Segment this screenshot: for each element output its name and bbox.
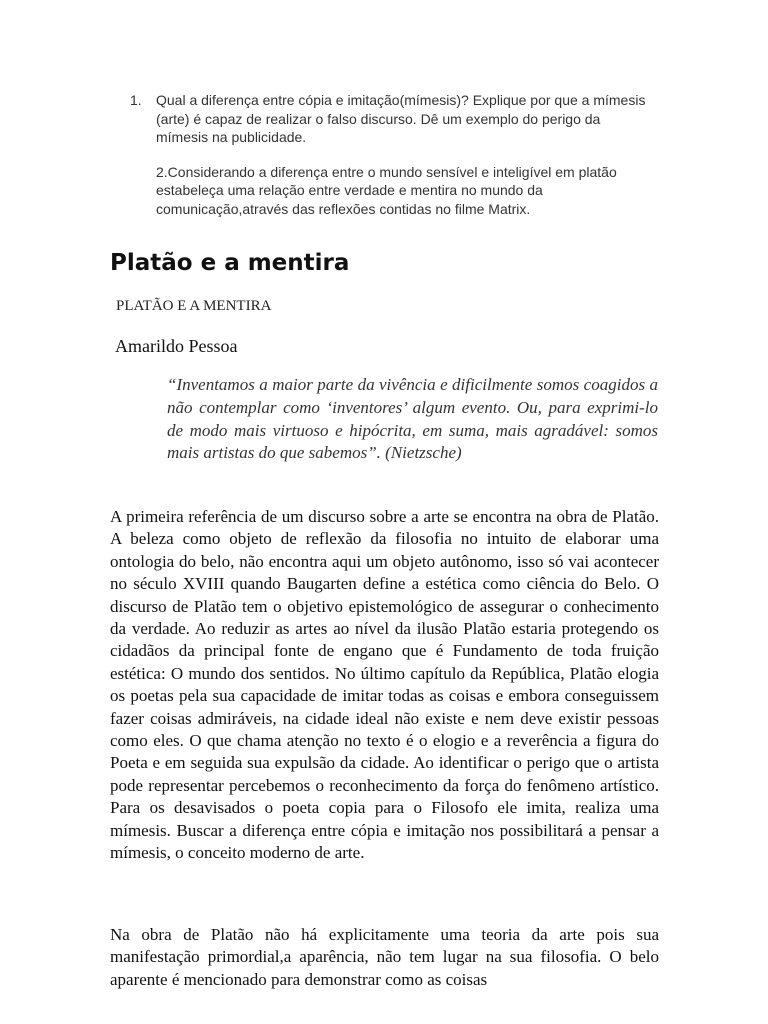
article-author: Amarildo Pessoa [115, 336, 238, 356]
page-title: Platão e a mentira [110, 250, 350, 276]
question-1-text: Qual a diferença entre cópia e imitação(mímesis)? Explique por que a mímesis (arte) é capaz de realizar o falso discurso. Dê um exemplo do perigo da mímesis na publicidade. [156, 92, 646, 145]
question-1-number: 1. [130, 92, 142, 108]
body-paragraph-2: Na obra de Platão não há explicitamente uma teoria da arte pois sua manifestação primordial,a aparência, não tem lugar na sua filosofia. O belo aparente é mencionado para demonstrar como as coisas [110, 925, 659, 989]
question-2-text: 2.Considerando a diferença entre o mundo sensível e inteligível em platão estabeleça uma relação entre verdade e mentira no mundo da comunicação,através das reflexões contidas no filme Matrix. [156, 163, 617, 217]
body-paragraph-1: A primeira referência de um discurso sobre a arte se encontra na obra de Platão. A beleza como objeto de reflexão da filosofia no intuito de elaborar uma ontologia do belo, não encontra aqui um objeto autônomo, isso só vai acontecer no século XVIII quando Baugarten define a estética como ciência do Belo. O discurso de Platão tem o objetivo epistemológico de assegurar o conhecimento da verdade. Ao reduzir as artes ao nível da ilusão Platão estaria protegendo os cidadãos da principal fonte de engano que é Fundamento de toda fruição estética: O mundo dos sentidos. No último capítulo da República, Platão elogia os poetas pela sua capacidade de imitar todas as coisas e embora conseguissem fazer coisas admiráveis, na cidade ideal não existe e nem deve existir pessoas como eles. O que chama atenção no texto é o elogio e a reverência a figura do Poeta e em seguida sua expulsão da cidade. Ao identificar o perigo que o artista pode representar percebemos o reconhecimento da força do fenômeno artístico. Para os desavisados o poeta copia para o Filosofo ele imita, realiza uma mímesis. Buscar a diferença entre cópia e imitação nos possibilitará a pensar a mímesis, o conceito moderno de arte. [110, 507, 659, 863]
question-1 [130, 91, 650, 147]
article-title: PLATÃO E A MENTIRA [116, 298, 272, 314]
question-list [130, 91, 650, 218]
epigraph-quote: “Inventamos a maior parte da vivência e dificilmente somos coagidos a não contemplar como ‘inventores’ algum evento. Ou, para exprimi-lo de modo mais virtuoso e hipócrita, em suma, mais agradável: somos mais artistas do que sabemos”. (Nietzsche) [167, 375, 658, 463]
